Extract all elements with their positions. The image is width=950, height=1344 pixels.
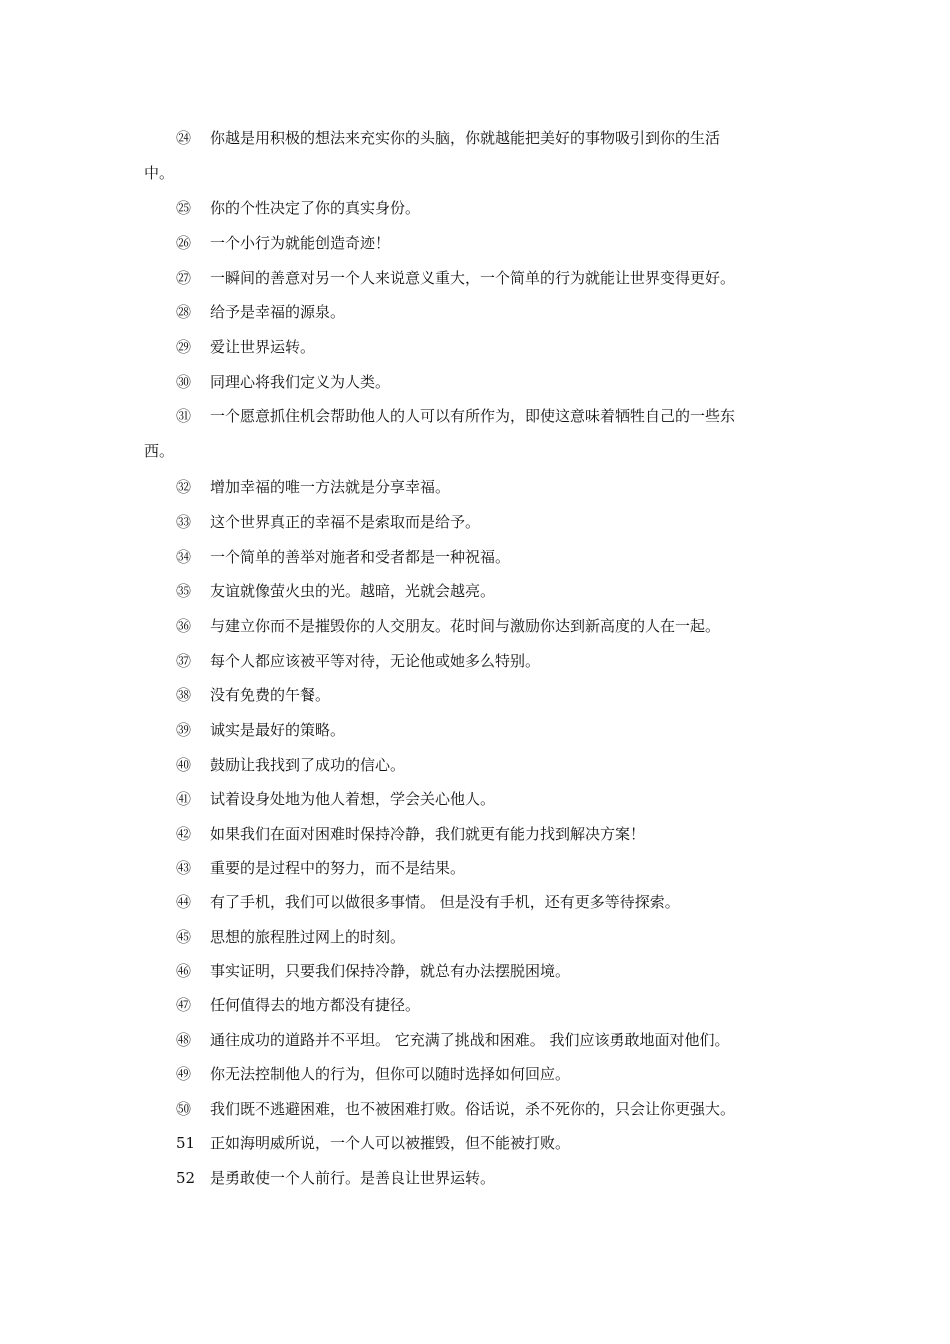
item-text: 一个小行为就能创造奇迹！ bbox=[210, 234, 391, 252]
item-number: ㊸ bbox=[176, 859, 192, 877]
item-text: 如果我们在面对困难时保持冷静，我们就更有能力找到解决方案！ bbox=[210, 825, 646, 843]
item-number: ㉛ bbox=[176, 407, 192, 425]
item-text: 增加幸福的唯一方法就是分享幸福。 bbox=[210, 478, 451, 496]
item-text-continuation: 西。 bbox=[144, 442, 175, 460]
item-text: 通往成功的道路并不平坦。 它充满了挑战和困难。 我们应该勇敢地面对他们。 bbox=[210, 1031, 730, 1049]
item-number: ㉞ bbox=[176, 548, 192, 566]
item-number: ㊴ bbox=[176, 721, 192, 739]
item-number: ㉕ bbox=[176, 199, 192, 217]
item-number: ㉚ bbox=[176, 373, 192, 391]
item-number: ㊶ bbox=[176, 790, 192, 808]
item-number: ㊷ bbox=[176, 825, 192, 843]
item-text: 事实证明，只要我们保持冷静，就总有办法摆脱困境。 bbox=[210, 962, 571, 980]
item-text: 鼓励让我找到了成功的信心。 bbox=[210, 756, 406, 774]
item-text: 同理心将我们定义为人类。 bbox=[210, 373, 391, 391]
item-number: 52 bbox=[176, 1169, 196, 1187]
item-text: 任何值得去的地方都没有捷径。 bbox=[210, 996, 421, 1014]
item-text: 是勇敢使一个人前行。是善良让世界运转。 bbox=[210, 1169, 496, 1187]
item-text: 我们既不逃避困难，也不被困难打败。俗话说，杀不死你的，只会让你更强大。 bbox=[210, 1100, 736, 1118]
item-number: ㊽ bbox=[176, 1031, 192, 1049]
item-text: 与建立你而不是摧毁你的人交朋友。花时间与激励你达到新高度的人在一起。 bbox=[210, 617, 721, 635]
item-number: ㊵ bbox=[176, 756, 192, 774]
item-number: ㉝ bbox=[176, 513, 192, 531]
item-number: ㊲ bbox=[176, 652, 192, 670]
item-text: 你的个性决定了你的真实身份。 bbox=[210, 199, 421, 217]
item-number: ㊼ bbox=[176, 996, 192, 1014]
item-text: 一个简单的善举对施者和受者都是一种祝福。 bbox=[210, 548, 511, 566]
item-number: ㊹ bbox=[176, 893, 192, 911]
item-text: 爱让世界运转。 bbox=[210, 338, 316, 356]
item-number: ㉔ bbox=[176, 129, 192, 147]
item-number: ㊱ bbox=[176, 617, 192, 635]
item-number: ㉘ bbox=[176, 303, 192, 321]
item-text: 有了手机，我们可以做很多事情。 但是没有手机，还有更多等待探索。 bbox=[210, 893, 680, 911]
item-text: 思想的旅程胜过网上的时刻。 bbox=[210, 928, 406, 946]
item-number: ㊿ bbox=[176, 1100, 192, 1118]
item-text: 诚实是最好的策略。 bbox=[210, 721, 346, 739]
item-number: ㊳ bbox=[176, 686, 192, 704]
item-text: 重要的是过程中的努力，而不是结果。 bbox=[210, 859, 466, 877]
item-number: ㉗ bbox=[176, 269, 192, 287]
item-text: 一瞬间的善意对另一个人来说意义重大，一个简单的行为就能让世界变得更好。 bbox=[210, 269, 736, 287]
item-text: 友谊就像萤火虫的光。越暗，光就会越亮。 bbox=[210, 582, 496, 600]
item-number: ㊻ bbox=[176, 962, 192, 980]
item-number: ㊾ bbox=[176, 1065, 192, 1083]
item-number: ㉟ bbox=[176, 582, 192, 600]
item-text: 这个世界真正的幸福不是索取而是给予。 bbox=[210, 513, 481, 531]
item-text: 试着设身处地为他人着想，学会关心他人。 bbox=[210, 790, 496, 808]
item-number: ㉖ bbox=[176, 234, 192, 252]
item-text-continuation: 中。 bbox=[144, 164, 175, 182]
item-number: ㊺ bbox=[176, 928, 192, 946]
item-number: ㉜ bbox=[176, 478, 192, 496]
item-text: 每个人都应该被平等对待，无论他或她多么特别。 bbox=[210, 652, 541, 670]
item-text: 一个愿意抓住机会帮助他人的人可以有所作为，即使这意味着牺牲自己的一些东 bbox=[210, 407, 736, 425]
item-text: 你无法控制他人的行为，但你可以随时选择如何回应。 bbox=[210, 1065, 571, 1083]
item-text: 正如海明威所说，一个人可以被摧毁，但不能被打败。 bbox=[210, 1134, 571, 1152]
item-text: 你越是用积极的想法来充实你的头脑，你就越能把美好的事物吸引到你的生活 bbox=[210, 129, 721, 147]
item-text: 没有免费的午餐。 bbox=[210, 686, 331, 704]
item-text: 给予是幸福的源泉。 bbox=[210, 303, 346, 321]
item-number: ㉙ bbox=[176, 338, 192, 356]
item-number: 51 bbox=[176, 1134, 196, 1152]
